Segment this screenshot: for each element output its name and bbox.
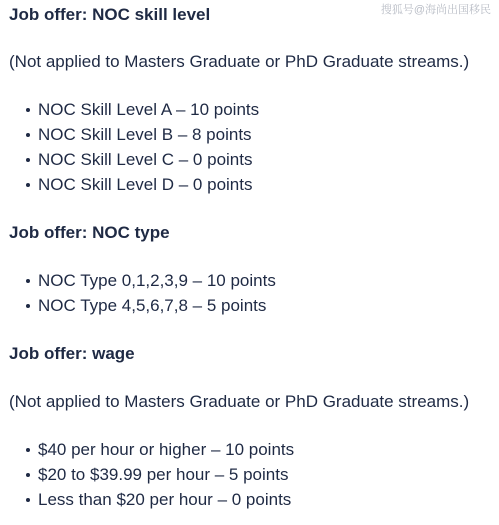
list-item-text: NOC Skill Level D – 0 points (38, 175, 253, 194)
bullet-icon (26, 498, 30, 502)
list-item (24, 97, 259, 122)
bullet-list-wage (24, 437, 294, 512)
list-item (24, 172, 259, 197)
section-note-wage: (Not applied to Masters Graduate or PhD Graduate streams.) (9, 392, 470, 411)
section-heading-noc-skill-level: Job offer: NOC skill level (9, 5, 211, 24)
bullet-icon (26, 473, 30, 477)
watermark: 搜狐号@海尚出国移民 (380, 4, 491, 16)
list-item-text: NOC Skill Level A – 10 points (38, 100, 260, 119)
bullet-list-noc-type (24, 268, 276, 318)
list-item-text: Less than $20 per hour – 0 points (38, 490, 292, 509)
list-item (24, 437, 294, 462)
list-item (24, 268, 276, 293)
list-item (24, 293, 276, 318)
list-item-text: NOC Skill Level C – 0 points (38, 150, 253, 169)
list-item-text: $40 per hour or higher – 10 points (38, 440, 295, 459)
section-heading-noc-type: Job offer: NOC type (9, 223, 170, 242)
list-item-text: NOC Type 0,1,2,3,9 – 10 points (38, 271, 276, 290)
bullet-icon (26, 108, 30, 112)
list-item (24, 122, 259, 147)
bullet-icon (26, 279, 30, 283)
list-item (24, 462, 294, 487)
bullet-icon (26, 158, 30, 162)
section-heading-wage: Job offer: wage (9, 344, 135, 363)
bullet-icon (26, 304, 30, 308)
list-item-text: NOC Type 4,5,6,7,8 – 5 points (38, 296, 267, 315)
bullet-icon (26, 183, 30, 187)
list-item (24, 487, 294, 512)
bullet-list-noc-skill-level (24, 97, 259, 197)
list-item (24, 147, 259, 172)
bullet-icon (26, 133, 30, 137)
section-note-noc-skill-level: (Not applied to Masters Graduate or PhD Graduate streams.) (9, 52, 470, 71)
bullet-icon (26, 448, 30, 452)
list-item-text: $20 to $39.99 per hour – 5 points (38, 465, 289, 484)
list-item-text: NOC Skill Level B – 8 points (38, 125, 252, 144)
